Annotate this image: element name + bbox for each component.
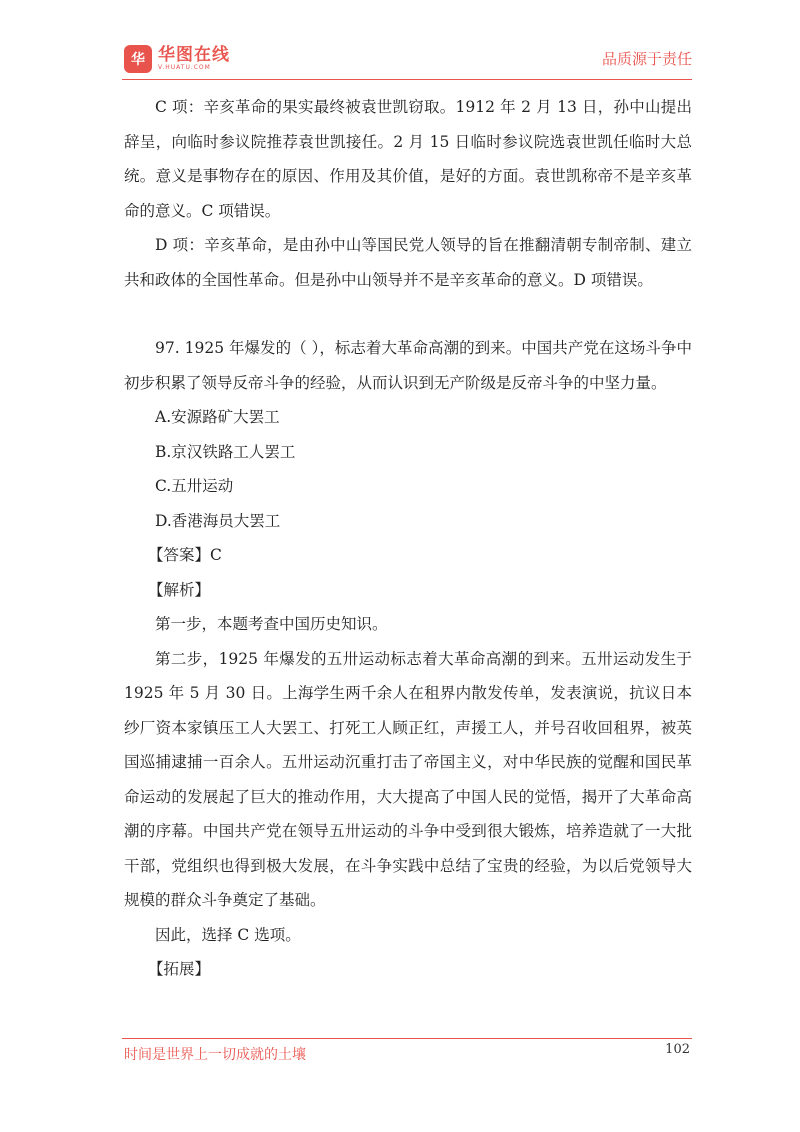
analysis-label: 【解析】 <box>148 580 211 599</box>
logo-name: 华图在线 <box>158 45 230 65</box>
footer-divider <box>122 1038 692 1039</box>
paragraph-option-d-explanation: D 项：辛亥革命，是由孙中山等国民党人领导的旨在推翻清朝专制帝制、建立共和政体的全国性革命。但是孙中山领导并不是辛亥革命的意义。D 项错误。 <box>124 236 692 289</box>
extension-label: 【拓展】 <box>148 960 211 978</box>
logo <box>124 44 230 74</box>
page-number: 102 <box>665 1042 690 1057</box>
question-stem: 97. 1925 年爆发的（ ），标志着大革命高潮的到来。中国共产党在这场斗争中初步积累了领导反帝斗争的经验，从而认识到无产阶级是反帝斗争的中坚力量。 <box>124 339 692 392</box>
option-d: D.香港海员大罢工 <box>155 511 281 530</box>
paragraph-option-c-explanation: C 项：辛亥革命的果实最终被袁世凯窃取。1912 年 2 月 13 日，孙中山提出辞呈，向临时参议院推荐袁世凯接任。2 月 15 日临时参议院选袁世凯任临时大总统。意义是事物存在的原因、作用及其价值，是好的方面。袁世凯称帝不是辛亥革命的意义。C 项错误。 <box>124 98 692 220</box>
analysis-step-2: 第二步，1925 年爆发的五卅运动标志着大革命高潮的到来。五卅运动发生于 1925 年 5 月 30 日。上海学生两千余人在租界内散发传单，发表演说，抗议日本纱厂资本家镇压工人大罢工、打死工人顾正红，声援工人，并号召收回租界，被英国巡捕逮捕一百余人。五卅运动沉重打击了帝国主义，对中华民族的觉醒和国民革命运动的发展起了巨大的推动作用，大大提高了中国人民的觉悟，揭开了大革命高潮的序幕。中国共产党在领导五卅运动的斗争中受到很大锻炼，培养造就了一大批干部，党组织也得到极大发展，在斗争实践中总结了宝贵的经验，为以后党领导大规模的群众斗争奠定了基础。 <box>124 649 692 909</box>
analysis-step-1: 第一步，本题考查中国历史知识。 <box>155 615 388 633</box>
option-b: B.京汉铁路工人罢工 <box>155 442 296 461</box>
header-divider <box>122 79 692 80</box>
page-body <box>124 90 692 987</box>
page-header <box>0 0 800 80</box>
logo-url: V.HUATU.COM <box>158 64 211 71</box>
header-slogan: 品质源于责任 <box>601 50 692 68</box>
option-a: A.安源路矿大罢工 <box>155 408 280 426</box>
option-c: C.五卅运动 <box>155 477 234 495</box>
logo-icon: 华 <box>124 45 152 73</box>
answer-line: 【答案】C <box>148 546 222 564</box>
footer-motto: 时间是世界上一切成就的土壤 <box>124 1047 306 1063</box>
analysis-conclusion: 因此，选择 C 选项。 <box>155 925 301 944</box>
